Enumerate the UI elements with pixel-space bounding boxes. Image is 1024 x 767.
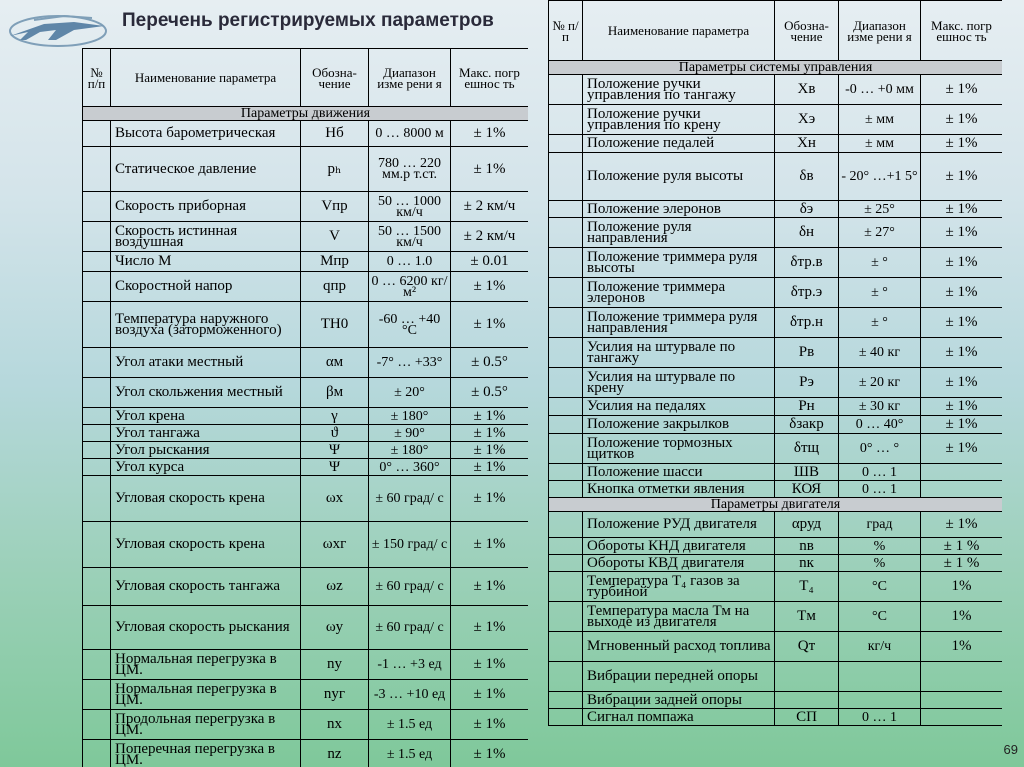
parameter-symbol-cell: ωxг xyxy=(301,522,369,568)
row-number-cell xyxy=(549,538,583,555)
parameter-name-cell: Усилия на штурвале по тангажу xyxy=(583,338,775,368)
parameter-range-cell: 0 … 6200 кг/м² xyxy=(369,272,451,302)
parameter-symbol-cell: Vпр xyxy=(301,192,369,222)
table-row xyxy=(83,680,529,710)
parameter-name-cell: Угловая скорость крена xyxy=(111,476,301,522)
row-number-cell xyxy=(549,662,583,692)
parameter-symbol-cell: γ xyxy=(301,408,369,425)
parameter-tolerance-cell: ± 1% xyxy=(451,408,529,425)
parameter-symbol-cell: nx xyxy=(301,710,369,740)
parameter-range-cell: ± 60 град/ с xyxy=(369,606,451,650)
section-engine-parameters xyxy=(549,498,1003,512)
row-number-cell xyxy=(549,135,583,153)
row-number-cell xyxy=(549,201,583,218)
row-number-cell xyxy=(83,348,111,378)
parameter-symbol-cell: V xyxy=(301,222,369,252)
row-number-cell xyxy=(83,522,111,568)
header-num: № п/п xyxy=(549,1,583,61)
parameter-tolerance-cell: ± 1% xyxy=(921,218,1003,248)
table-row xyxy=(549,75,1003,105)
parameter-name-cell: Скорость приборная xyxy=(111,192,301,222)
row-number-cell xyxy=(549,218,583,248)
parameter-symbol-cell: Pн xyxy=(775,398,839,416)
parameter-range-cell: °С xyxy=(839,602,921,632)
parameter-range-cell: ± 20 кг xyxy=(839,368,921,398)
row-number-cell xyxy=(549,75,583,105)
parameter-name-cell: Положение ручки управления по тангажу xyxy=(583,75,775,105)
right-parameter-table xyxy=(548,0,1002,767)
parameter-tolerance-cell: ± 1% xyxy=(451,710,529,740)
parameter-range-cell xyxy=(839,692,921,709)
table-row xyxy=(549,153,1003,201)
parameter-name-cell: Угол крена xyxy=(111,408,301,425)
table-row xyxy=(549,368,1003,398)
parameter-name-cell: Скоростной напор xyxy=(111,272,301,302)
table-row xyxy=(83,476,529,522)
header-name: Наименование параметра xyxy=(111,49,301,107)
table-row xyxy=(549,572,1003,602)
table-row xyxy=(83,222,529,252)
parameter-symbol-cell: δзакр xyxy=(775,416,839,434)
parameter-tolerance-cell: 1% xyxy=(921,632,1003,662)
table-row xyxy=(549,538,1003,555)
parameter-range-cell: 0° … ° xyxy=(839,434,921,464)
parameter-tolerance-cell: ± 1% xyxy=(921,248,1003,278)
parameter-symbol-cell: ωx xyxy=(301,476,369,522)
table-row xyxy=(83,378,529,408)
parameter-name-cell: Мгновенный расход топлива xyxy=(583,632,775,662)
parameter-tolerance-cell: ± 0.5° xyxy=(451,348,529,378)
table-row xyxy=(83,710,529,740)
section-title: Параметры движения xyxy=(83,107,529,121)
row-number-cell xyxy=(549,692,583,709)
parameter-symbol-cell: Tм xyxy=(775,602,839,632)
section-title: Параметры двигателя xyxy=(549,498,1003,512)
parameter-name-cell: Угол тангажа xyxy=(111,425,301,442)
table-row xyxy=(83,252,529,272)
row-number-cell xyxy=(83,680,111,710)
parameter-name-cell: Температура наружного воздуха (заторможенного) xyxy=(111,302,301,348)
parameter-range-cell: 0 … 1 xyxy=(839,709,921,726)
page-number: 69 xyxy=(1003,742,1018,757)
parameter-symbol-cell: δтщ xyxy=(775,434,839,464)
parameter-tolerance-cell: ± 1% xyxy=(451,121,529,147)
parameter-tolerance-cell: ± 1% xyxy=(921,512,1003,538)
parameter-symbol-cell: αм xyxy=(301,348,369,378)
row-number-cell xyxy=(549,308,583,338)
parameter-range-cell xyxy=(839,662,921,692)
parameter-name-cell: Положение педалей xyxy=(583,135,775,153)
parameter-range-cell: ± ° xyxy=(839,308,921,338)
parameter-range-cell: -3 … +10 ед xyxy=(369,680,451,710)
parameter-tolerance-cell: ± 1% xyxy=(451,459,529,476)
parameter-symbol-cell: δтр.н xyxy=(775,308,839,338)
parameter-tolerance-cell: ± 1% xyxy=(451,522,529,568)
table-row xyxy=(549,248,1003,278)
parameter-symbol-cell: ny xyxy=(301,650,369,680)
row-number-cell xyxy=(549,278,583,308)
header-symbol: Обозна-чение xyxy=(775,1,839,61)
table-row xyxy=(83,650,529,680)
parameter-tolerance-cell: ± 1% xyxy=(921,338,1003,368)
parameter-symbol-cell: TН0 xyxy=(301,302,369,348)
row-number-cell xyxy=(83,442,111,459)
section-title: Параметры системы управления xyxy=(549,61,1003,75)
parameter-tolerance-cell: ± 1% xyxy=(921,278,1003,308)
table-row xyxy=(83,459,529,476)
row-number-cell xyxy=(549,602,583,632)
parameter-range-cell: - 20° …+1 5° xyxy=(839,153,921,201)
row-number-cell xyxy=(83,121,111,147)
parameter-tolerance-cell: ± 1% xyxy=(921,135,1003,153)
parameter-name-cell: Положение шасси xyxy=(583,464,775,481)
table-row xyxy=(549,632,1003,662)
parameter-range-cell: ± мм xyxy=(839,105,921,135)
table-row xyxy=(83,740,529,767)
parameter-range-cell: 50 … 1500 км/ч xyxy=(369,222,451,252)
parameter-symbol-cell: δн xyxy=(775,218,839,248)
table-row xyxy=(549,481,1003,498)
parameter-name-cell: Нормальная перегрузка в ЦМ. xyxy=(111,650,301,680)
row-number-cell xyxy=(83,378,111,408)
parameter-tolerance-cell: ± 1% xyxy=(451,568,529,606)
table-row xyxy=(549,201,1003,218)
parameter-range-cell: ± ° xyxy=(839,248,921,278)
parameter-range-cell: ± 180° xyxy=(369,442,451,459)
parameter-symbol-cell: ωy xyxy=(301,606,369,650)
parameter-symbol-cell: δв xyxy=(775,153,839,201)
parameter-range-cell: ± 1.5 ед xyxy=(369,710,451,740)
parameter-range-cell: ± ° xyxy=(839,278,921,308)
row-number-cell xyxy=(549,153,583,201)
parameter-name-cell: Положение закрылков xyxy=(583,416,775,434)
table-row xyxy=(549,434,1003,464)
parameter-name-cell: Сигнал помпажа xyxy=(583,709,775,726)
parameter-range-cell: ± 60 град/ с xyxy=(369,476,451,522)
parameter-symbol-cell: КОЯ xyxy=(775,481,839,498)
parameter-name-cell: Положение руля высоты xyxy=(583,153,775,201)
parameter-range-cell: ± 1.5 ед xyxy=(369,740,451,767)
slide-title: Перечень регистрируемых параметров xyxy=(122,10,494,31)
parameter-range-cell: 0 … 1 xyxy=(839,464,921,481)
parameter-name-cell: Обороты КВД двигателя xyxy=(583,555,775,572)
parameter-tolerance-cell: ± 1% xyxy=(921,368,1003,398)
parameter-symbol-cell: Ψ xyxy=(301,459,369,476)
row-number-cell xyxy=(83,302,111,348)
parameter-tolerance-cell: ± 1% xyxy=(921,398,1003,416)
table-row xyxy=(549,218,1003,248)
parameter-tolerance-cell: ± 1% xyxy=(921,434,1003,464)
parameter-name-cell: Положение тормозных щитков xyxy=(583,434,775,464)
parameter-tolerance-cell: ± 1% xyxy=(451,606,529,650)
row-number-cell xyxy=(83,710,111,740)
parameter-symbol-cell: αруд xyxy=(775,512,839,538)
parameter-symbol-cell: Xв xyxy=(775,75,839,105)
table-row xyxy=(83,568,529,606)
parameter-tolerance-cell: ± 1% xyxy=(451,740,529,767)
row-number-cell xyxy=(549,434,583,464)
table-row xyxy=(549,464,1003,481)
parameter-symbol-cell: Нб xyxy=(301,121,369,147)
parameter-name-cell: Температура масла Тм на выходе из двигателя xyxy=(583,602,775,632)
row-number-cell xyxy=(549,512,583,538)
parameter-tolerance-cell: ± 2 км/ч xyxy=(451,192,529,222)
parameter-symbol-cell: Xн xyxy=(775,135,839,153)
parameter-name-cell: Угловая скорость тангажа xyxy=(111,568,301,606)
header-tolerance: Макс. погр ешнос ть xyxy=(921,1,1003,61)
parameter-tolerance-cell: ± 1% xyxy=(451,442,529,459)
parameter-symbol-cell: qпр xyxy=(301,272,369,302)
parameter-symbol-cell: δтр.э xyxy=(775,278,839,308)
header-range: Диапазон изме рени я xyxy=(369,49,451,107)
header-name: Наименование параметра xyxy=(583,1,775,61)
table-row xyxy=(83,408,529,425)
parameter-range-cell: 0 … 40° xyxy=(839,416,921,434)
table-row xyxy=(83,272,529,302)
row-number-cell xyxy=(549,105,583,135)
row-number-cell xyxy=(83,252,111,272)
table-row xyxy=(83,442,529,459)
parameter-symbol-cell: nв xyxy=(775,538,839,555)
row-number-cell xyxy=(549,416,583,434)
parameter-name-cell: Положение триммера элеронов xyxy=(583,278,775,308)
parameter-name-cell: Положение ручки управления по крену xyxy=(583,105,775,135)
left-parameter-table xyxy=(82,48,528,767)
parameter-range-cell: ± 90° xyxy=(369,425,451,442)
parameter-symbol-cell: Qт xyxy=(775,632,839,662)
parameter-range-cell: ± 150 град/ с xyxy=(369,522,451,568)
parameter-symbol-cell: Ψ xyxy=(301,442,369,459)
table-row xyxy=(83,302,529,348)
header-num: № п/п xyxy=(83,49,111,107)
table-row xyxy=(549,278,1003,308)
table-row xyxy=(83,147,529,192)
parameter-tolerance-cell: ± 0.5° xyxy=(451,378,529,408)
parameter-name-cell: Вибрации задней опоры xyxy=(583,692,775,709)
parameter-range-cell: 50 … 1000 км/ч xyxy=(369,192,451,222)
parameter-name-cell: Угол скольжения местный xyxy=(111,378,301,408)
parameter-symbol-cell: ϑ xyxy=(301,425,369,442)
parameter-range-cell: 0 … 8000 м xyxy=(369,121,451,147)
table-row xyxy=(549,709,1003,726)
parameter-symbol-cell: СП xyxy=(775,709,839,726)
table-row xyxy=(83,606,529,650)
section-motion-parameters xyxy=(83,107,529,121)
parameter-range-cell: ± 30 кг xyxy=(839,398,921,416)
parameter-range-cell: 0 … 1 xyxy=(839,481,921,498)
parameter-range-cell: ± 180° xyxy=(369,408,451,425)
parameter-tolerance-cell xyxy=(921,709,1003,726)
parameter-name-cell: Угол атаки местный xyxy=(111,348,301,378)
parameter-tolerance-cell: 1% xyxy=(921,602,1003,632)
row-number-cell xyxy=(83,740,111,767)
parameter-range-cell: -0 … +0 мм xyxy=(839,75,921,105)
parameter-symbol-cell: δтр.в xyxy=(775,248,839,278)
row-number-cell xyxy=(83,272,111,302)
table-row xyxy=(549,512,1003,538)
parameter-symbol-cell: ШВ xyxy=(775,464,839,481)
parameter-tolerance-cell xyxy=(921,481,1003,498)
parameter-tolerance-cell: ± 1% xyxy=(451,476,529,522)
table-row xyxy=(549,602,1003,632)
row-number-cell xyxy=(549,709,583,726)
row-number-cell xyxy=(549,464,583,481)
parameter-tolerance-cell xyxy=(921,662,1003,692)
parameter-range-cell: -7° … +33° xyxy=(369,348,451,378)
parameter-range-cell: -1 … +3 ед xyxy=(369,650,451,680)
parameter-symbol-cell: nк xyxy=(775,555,839,572)
row-number-cell xyxy=(549,248,583,278)
parameter-range-cell: град xyxy=(839,512,921,538)
table-row xyxy=(83,348,529,378)
row-number-cell xyxy=(83,650,111,680)
parameter-name-cell: Угол курса xyxy=(111,459,301,476)
parameter-tolerance-cell: ± 1% xyxy=(921,308,1003,338)
parameter-range-cell: ± 40 кг xyxy=(839,338,921,368)
row-number-cell xyxy=(83,568,111,606)
parameter-tolerance-cell xyxy=(921,464,1003,481)
parameter-name-cell: Число М xyxy=(111,252,301,272)
row-number-cell xyxy=(549,632,583,662)
table-row xyxy=(549,692,1003,709)
parameter-tolerance-cell: ± 1 % xyxy=(921,555,1003,572)
table-row xyxy=(549,308,1003,338)
row-number-cell xyxy=(549,368,583,398)
parameter-tolerance-cell: ± 0.01 xyxy=(451,252,529,272)
table-row xyxy=(83,522,529,568)
parameter-symbol-cell: δэ xyxy=(775,201,839,218)
header-range: Диапазон изме рени я xyxy=(839,1,921,61)
parameter-name-cell: Скорость истинная воздушная xyxy=(111,222,301,252)
table-row xyxy=(83,192,529,222)
parameter-tolerance-cell: ± 1% xyxy=(451,302,529,348)
parameter-range-cell: кг/ч xyxy=(839,632,921,662)
parameter-symbol-cell: Pэ xyxy=(775,368,839,398)
parameter-tolerance-cell: ± 1% xyxy=(451,147,529,192)
parameter-symbol-cell xyxy=(775,662,839,692)
row-number-cell xyxy=(83,408,111,425)
row-number-cell xyxy=(83,222,111,252)
parameter-range-cell: % xyxy=(839,555,921,572)
row-number-cell xyxy=(83,476,111,522)
row-number-cell xyxy=(83,606,111,650)
parameter-range-cell: % xyxy=(839,538,921,555)
parameter-symbol-cell: pₕ xyxy=(301,147,369,192)
parameter-tolerance-cell: ± 1% xyxy=(451,650,529,680)
parameter-tolerance-cell: ± 1% xyxy=(921,105,1003,135)
row-number-cell xyxy=(83,459,111,476)
parameter-symbol-cell: Xэ xyxy=(775,105,839,135)
table-row xyxy=(83,121,529,147)
row-number-cell xyxy=(549,398,583,416)
parameter-tolerance-cell: ± 1% xyxy=(921,153,1003,201)
parameter-tolerance-cell: ± 1% xyxy=(451,272,529,302)
row-number-cell xyxy=(83,147,111,192)
parameter-symbol-cell: nz xyxy=(301,740,369,767)
table-row xyxy=(549,416,1003,434)
parameter-name-cell: Поперечная перегрузка в ЦМ. xyxy=(111,740,301,767)
parameter-range-cell: -60 … +40 °С xyxy=(369,302,451,348)
parameter-name-cell: Усилия на штурвале по крену xyxy=(583,368,775,398)
row-number-cell xyxy=(549,572,583,602)
row-number-cell xyxy=(549,481,583,498)
parameter-tolerance-cell: ± 1 % xyxy=(921,538,1003,555)
parameter-range-cell: 0° … 360° xyxy=(369,459,451,476)
row-number-cell xyxy=(83,425,111,442)
parameter-symbol-cell: nyг xyxy=(301,680,369,710)
parameter-tolerance-cell xyxy=(921,692,1003,709)
parameter-name-cell: Положение руля направления xyxy=(583,218,775,248)
table-row xyxy=(549,105,1003,135)
parameter-name-cell: Продольная перегрузка в ЦМ. xyxy=(111,710,301,740)
parameter-range-cell: ± 20° xyxy=(369,378,451,408)
parameter-tolerance-cell: ± 1% xyxy=(921,416,1003,434)
table-row xyxy=(83,425,529,442)
parameter-tolerance-cell: ± 1% xyxy=(451,425,529,442)
parameter-name-cell: Угловая скорость крена xyxy=(111,522,301,568)
parameter-name-cell: Высота барометрическая xyxy=(111,121,301,147)
parameter-name-cell: Положение элеронов xyxy=(583,201,775,218)
table-row xyxy=(549,662,1003,692)
parameter-range-cell: ± 25° xyxy=(839,201,921,218)
parameter-range-cell: 0 … 1.0 xyxy=(369,252,451,272)
parameter-tolerance-cell: ± 1% xyxy=(451,680,529,710)
table-row xyxy=(549,555,1003,572)
row-number-cell xyxy=(83,192,111,222)
header-tolerance: Макс. погр ешнос ть xyxy=(451,49,529,107)
parameter-name-cell: Положение триммера руля направления xyxy=(583,308,775,338)
parameter-symbol-cell: T₄ xyxy=(775,572,839,602)
parameter-name-cell: Угол рыскания xyxy=(111,442,301,459)
parameter-tolerance-cell: ± 1% xyxy=(921,201,1003,218)
parameter-symbol-cell: βм xyxy=(301,378,369,408)
parameter-name-cell: Температура Т₄ газов за турбиной xyxy=(583,572,775,602)
parameter-name-cell: Обороты КНД двигателя xyxy=(583,538,775,555)
parameter-range-cell: ± 60 град/ с xyxy=(369,568,451,606)
header-symbol: Обозна-чение xyxy=(301,49,369,107)
parameter-range-cell: ± мм xyxy=(839,135,921,153)
section-control-parameters xyxy=(549,61,1003,75)
parameter-name-cell: Положение РУД двигателя xyxy=(583,512,775,538)
parameter-tolerance-cell: 1% xyxy=(921,572,1003,602)
table-row xyxy=(549,135,1003,153)
parameter-name-cell: Нормальная перегрузка в ЦМ. xyxy=(111,680,301,710)
parameter-tolerance-cell: ± 2 км/ч xyxy=(451,222,529,252)
parameter-name-cell: Вибрации передней опоры xyxy=(583,662,775,692)
parameter-range-cell: °С xyxy=(839,572,921,602)
table-row xyxy=(549,398,1003,416)
row-number-cell xyxy=(549,555,583,572)
parameter-name-cell: Кнопка отметки явления xyxy=(583,481,775,498)
parameter-name-cell: Угловая скорость рыскания xyxy=(111,606,301,650)
parameter-name-cell: Усилия на педалях xyxy=(583,398,775,416)
parameter-range-cell: ± 27° xyxy=(839,218,921,248)
row-number-cell xyxy=(549,338,583,368)
parameter-symbol-cell: Мпр xyxy=(301,252,369,272)
parameter-name-cell: Статическое давление xyxy=(111,147,301,192)
parameter-symbol-cell: Pв xyxy=(775,338,839,368)
parameter-range-cell: 780 … 220 мм.р т.ст. xyxy=(369,147,451,192)
parameter-symbol-cell xyxy=(775,692,839,709)
parameter-tolerance-cell: ± 1% xyxy=(921,75,1003,105)
parameter-symbol-cell: ωz xyxy=(301,568,369,606)
table-row xyxy=(549,338,1003,368)
parameter-name-cell: Положение триммера руля высоты xyxy=(583,248,775,278)
